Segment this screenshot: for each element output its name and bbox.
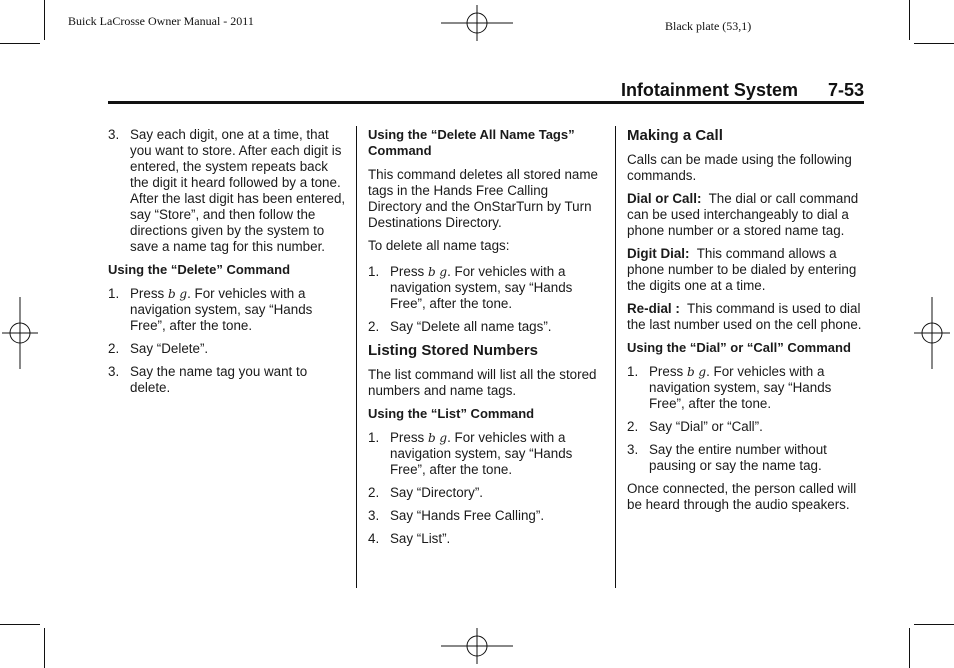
column-1: [108, 127, 348, 403]
voice-icon: g: [179, 287, 188, 301]
phone-icon: b: [427, 265, 436, 279]
manual-title: Buick LaCrosse Owner Manual - 2011: [68, 14, 254, 28]
list-item: 2. Say “Delete all name tags”.: [368, 319, 552, 334]
crop-mark: [914, 624, 954, 625]
phone-icon: b: [686, 365, 695, 379]
page-number: 7-53: [827, 80, 864, 100]
column-3: [627, 127, 865, 520]
paragraph: Once connected, the person called will be heard through the audio speakers.: [627, 481, 857, 512]
paragraph: Dial or Call: The dial or call command can be used interchangeably to dial a phone number or a stored name tag.: [627, 191, 859, 238]
list-item: 1. Press b g. For vehicles with a navigation system, say “Hands Free”, after the tone.: [108, 286, 313, 333]
list-item: 3. Say each digit, one at a time, that you want to store. After each digit is entered, the system repeats back the digit it heard followed by a tone. After the last digit has been entered, say “Store”, and then follow the directions given by the system to save a name tag for this number.: [108, 127, 346, 254]
list-item: 1. Press b g. For vehicles with a navigation system, say “Hands Free”, after the tone.: [368, 430, 573, 477]
list-item: 2. Say “Dial” or “Call”.: [627, 419, 763, 434]
crop-mark: [0, 43, 40, 44]
registration-mark-left: [2, 297, 38, 369]
subheading-delete: Using the “Delete” Command: [108, 262, 291, 277]
list-item: 2. Say “Directory”.: [368, 485, 484, 500]
voice-icon: g: [698, 365, 707, 379]
paragraph: The list command will list all the stored numbers and name tags.: [368, 367, 597, 398]
heading-making-call: Making a Call: [627, 127, 723, 144]
list-item: 1. Press b g. For vehicles with a navigation system, say “Hands Free”, after the tone.: [627, 364, 832, 411]
phone-icon: b: [167, 287, 176, 301]
voice-icon: g: [439, 265, 448, 279]
column-2: [368, 127, 600, 554]
crop-mark: [0, 624, 40, 625]
heading-listing: Listing Stored Numbers: [368, 342, 539, 359]
paragraph: This command deletes all stored name tags in the Hands Free Calling Directory and the OnStarTurn by Turn Destinations Directory.: [368, 167, 598, 230]
list-item: 3. Say the name tag you want to delete.: [108, 364, 308, 395]
paragraph: Digit Dial: This command allows a phone number to be dialed by entering the digits one at a time.: [627, 246, 857, 293]
registration-mark-top: [441, 5, 513, 41]
registration-mark-bottom: [441, 628, 513, 664]
list-item: 3. Say “Hands Free Calling”.: [368, 508, 545, 523]
crop-mark: [44, 628, 45, 668]
list-item: 3. Say the entire number without pausing or say the name tag.: [627, 442, 827, 473]
crop-mark: [44, 0, 45, 40]
crop-mark: [914, 43, 954, 44]
subheading-delete-all: Using the “Delete All Name Tags” Command: [368, 127, 575, 158]
section-title: Infotainment System: [620, 80, 798, 100]
paragraph: Calls can be made using the following commands.: [627, 152, 852, 183]
phone-icon: b: [427, 431, 436, 445]
column-divider: [615, 126, 616, 588]
paragraph: Re-dial : This command is used to dial the last number used on the cell phone.: [627, 301, 862, 332]
title-rule: [108, 101, 864, 104]
column-divider: [356, 126, 357, 588]
subheading-dial-call: Using the “Dial” or “Call” Command: [627, 340, 851, 355]
list-item: 4. Say “List”.: [368, 531, 451, 546]
list-item: 2. Say “Delete”.: [108, 341, 209, 356]
crop-mark: [909, 0, 910, 40]
paragraph: To delete all name tags:: [368, 238, 510, 253]
subheading-list: Using the “List” Command: [368, 406, 535, 421]
crop-mark: [909, 628, 910, 668]
registration-mark-right: [914, 297, 950, 369]
list-item: 1. Press b g. For vehicles with a navigation system, say “Hands Free”, after the tone.: [368, 264, 573, 311]
plate-label: Black plate (53,1): [665, 19, 752, 33]
voice-icon: g: [439, 431, 448, 445]
